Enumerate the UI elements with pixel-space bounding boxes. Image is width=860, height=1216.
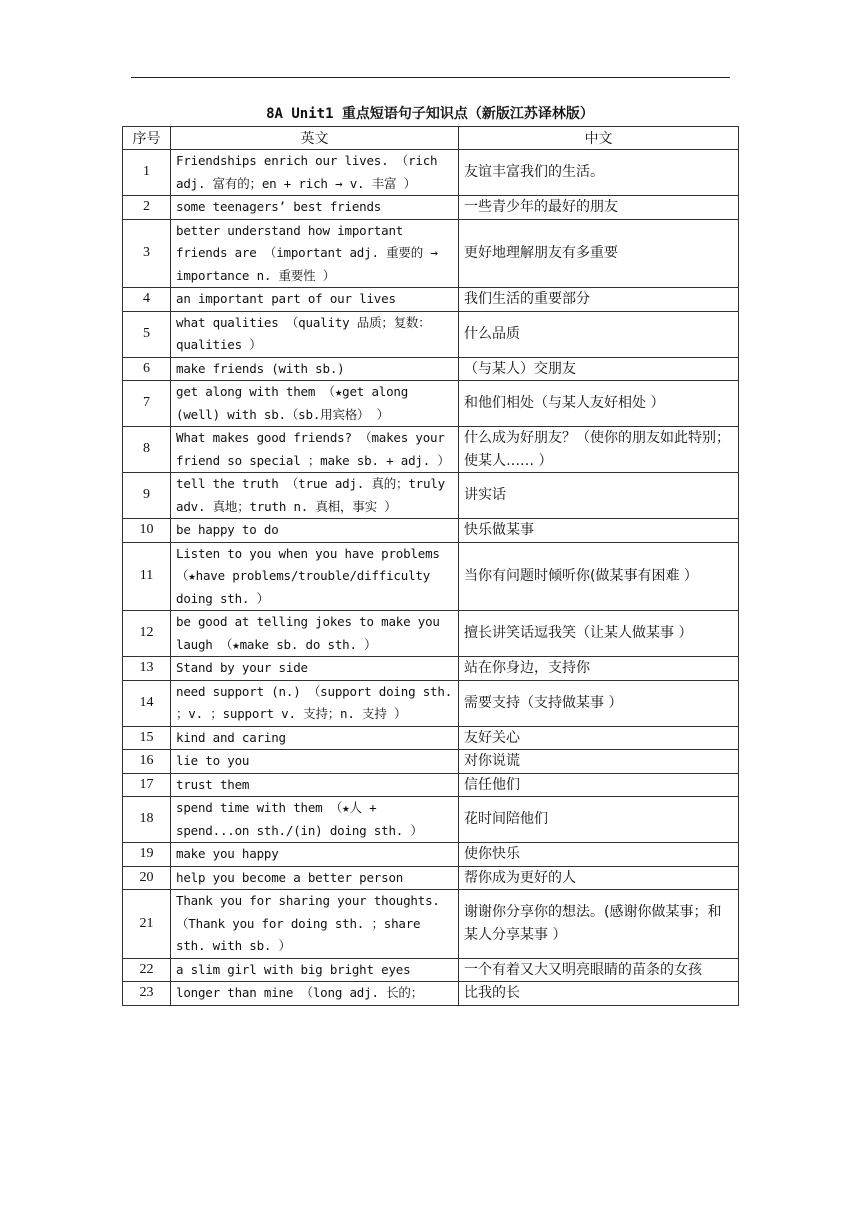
row-english: what qualities （quality 品质；复数：qualities ） [171,311,459,357]
row-num: 4 [123,288,171,312]
table-row [123,750,739,774]
row-num: 23 [123,982,171,1006]
row-chinese: 友好关心 [459,726,739,750]
table-row [123,357,739,381]
row-english: kind and caring [171,726,459,750]
row-english: an important part of our lives [171,288,459,312]
row-num: 7 [123,381,171,427]
row-num: 11 [123,542,171,611]
table-row [123,726,739,750]
table-row [123,657,739,681]
row-num: 5 [123,311,171,357]
row-english: make friends (with sb.) [171,357,459,381]
row-chinese: （与某人）交朋友 [459,357,739,381]
row-english: make you happy [171,843,459,867]
row-english: spend time with them （★人 + spend...on sth./(in) doing sth. ） [171,797,459,843]
table-header-row [123,127,739,150]
row-english: longer than mine （long adj. 长的； [171,982,459,1006]
row-chinese: 和他们相处（与某人友好相处 ） [459,381,739,427]
row-num: 6 [123,357,171,381]
row-english: lie to you [171,750,459,774]
table-row [123,219,739,288]
table-row [123,611,739,657]
row-num: 19 [123,843,171,867]
row-chinese: 需要支持（支持做某事 ） [459,680,739,726]
table-row [123,381,739,427]
row-num: 12 [123,611,171,657]
row-chinese: 站在你身边，支持你 [459,657,739,681]
row-english: some teenagers’ best friends [171,196,459,220]
row-chinese: 快乐做某事 [459,519,739,543]
row-num: 22 [123,958,171,982]
vocab-table [122,126,739,1006]
row-chinese: 帮你成为更好的人 [459,866,739,890]
row-num: 14 [123,680,171,726]
row-english: be happy to do [171,519,459,543]
row-chinese: 对你说谎 [459,750,739,774]
row-num: 2 [123,196,171,220]
row-chinese: 当你有问题时倾听你(做某事有困难 ） [459,542,739,611]
row-chinese: 谢谢你分享你的想法。(感谢你做某事；和某人分享某事 ） [459,890,739,959]
table-row [123,866,739,890]
header-en: 英文 [171,127,459,150]
row-num: 8 [123,427,171,473]
row-num: 21 [123,890,171,959]
row-english: Friendships enrich our lives. （rich adj. 富有的；en + rich → v. 丰富 ） [171,150,459,196]
row-english: help you become a better person [171,866,459,890]
row-num: 13 [123,657,171,681]
row-chinese: 什么品质 [459,311,739,357]
table-row [123,958,739,982]
table-row [123,773,739,797]
row-english: a slim girl with big bright eyes [171,958,459,982]
row-english: What makes good friends? （makes your friend so special ；make sb. + adj. ） [171,427,459,473]
row-num: 17 [123,773,171,797]
row-chinese: 比我的长 [459,982,739,1006]
row-chinese: 使你快乐 [459,843,739,867]
table-row [123,797,739,843]
row-english: need support (n.) （support doing sth. ；v. ；support v. 支持；n. 支持 ） [171,680,459,726]
top-rule [131,77,730,78]
table-row [123,982,739,1006]
table-row [123,288,739,312]
table-row [123,473,739,519]
table-row [123,311,739,357]
header-cn: 中文 [459,127,739,150]
table-row [123,427,739,473]
row-chinese: 什么成为好朋友？（使你的朋友如此特别；使某人…… ） [459,427,739,473]
row-chinese: 一个有着又大又明亮眼睛的苗条的女孩 [459,958,739,982]
row-num: 3 [123,219,171,288]
row-chinese: 一些青少年的最好的朋友 [459,196,739,220]
row-english: tell the truth （true adj. 真的；truly adv. 真地；truth n. 真相，事实 ） [171,473,459,519]
row-chinese: 信任他们 [459,773,739,797]
table-row [123,542,739,611]
document-title: 8A Unit1 重点短语句子知识点（新版江苏译林版） [266,106,594,122]
row-english: better understand how important friends are （important adj. 重要的 → importance n. 重要性 ） [171,219,459,288]
row-num: 15 [123,726,171,750]
table-row [123,890,739,959]
table-row [123,150,739,196]
row-english: Thank you for sharing your thoughts. （Thank you for doing sth. ；share sth. with sb. ） [171,890,459,959]
table-row [123,196,739,220]
row-chinese: 讲实话 [459,473,739,519]
row-chinese: 友谊丰富我们的生活。 [459,150,739,196]
row-chinese: 花时间陪他们 [459,797,739,843]
row-english: Listen to you when you have problems （★have problems/trouble/difficulty doing sth. ） [171,542,459,611]
row-english: get along with them （★get along (well) with sb.（sb.用宾格） ） [171,381,459,427]
row-num: 18 [123,797,171,843]
header-num: 序号 [123,127,171,150]
row-english: be good at telling jokes to make you laugh （★make sb. do sth. ） [171,611,459,657]
row-chinese: 我们生活的重要部分 [459,288,739,312]
table-row [123,519,739,543]
row-num: 10 [123,519,171,543]
row-num: 16 [123,750,171,774]
row-num: 9 [123,473,171,519]
row-chinese: 擅长讲笑话逗我笑（让某人做某事 ） [459,611,739,657]
row-num: 1 [123,150,171,196]
row-english: trust them [171,773,459,797]
table-row [123,843,739,867]
table-row [123,680,739,726]
row-num: 20 [123,866,171,890]
row-english: Stand by your side [171,657,459,681]
row-chinese: 更好地理解朋友有多重要 [459,219,739,288]
